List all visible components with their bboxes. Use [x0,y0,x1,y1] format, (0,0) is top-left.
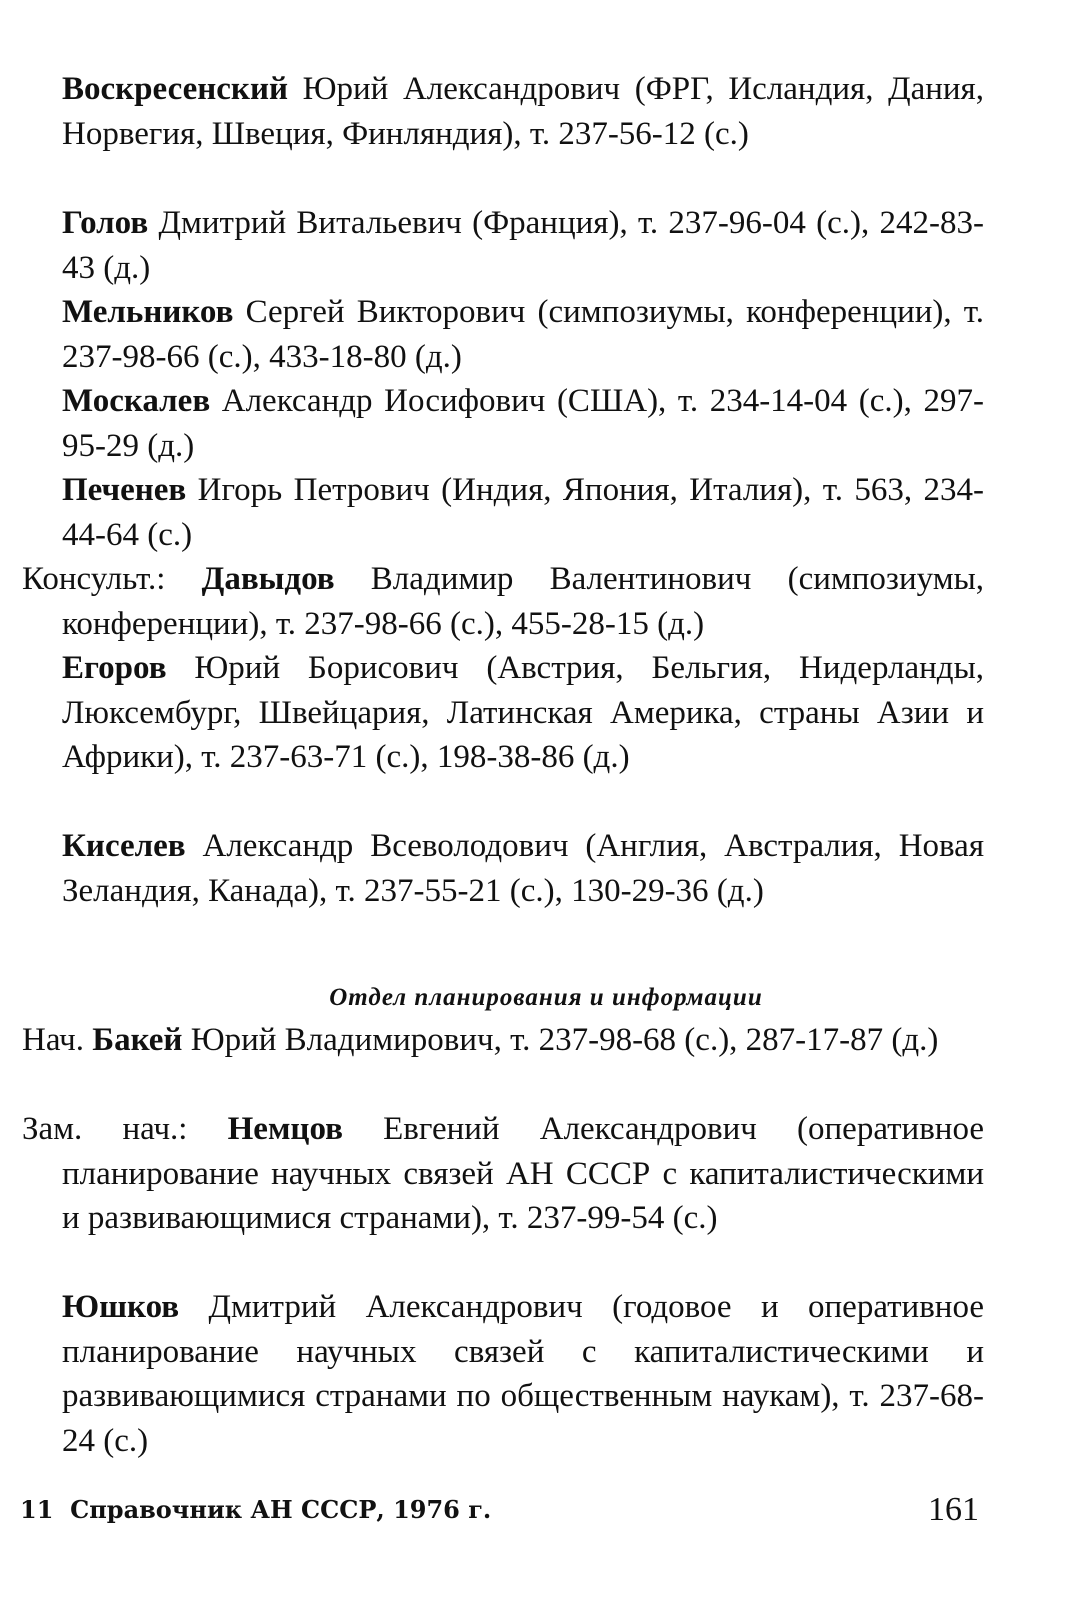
person-name: Киселев [62,828,186,864]
entry-details: Александр Всеволодович (Англия, Австралия, Новая Зеландия, Канада), т. 237-55-21 (с.), 130-29-36 (д.) [62,828,984,909]
person-name: Бакей [92,1022,183,1058]
printer-signature: 11 [20,1495,54,1524]
directory-entry [62,824,984,913]
footer-source: Справочник АН СССР, 1976 г. [70,1495,492,1524]
directory-entry [62,290,984,379]
person-name: Воскресенский [62,71,288,107]
role-prefix: Зам. нач.: [22,1111,228,1147]
person-name: Давыдов [201,561,335,597]
directory-entry [62,379,984,468]
entry-details: Сергей Викторович (симпозиумы, конференции), т. 237-98-66 (с.), 433-18-80 (д.) [62,294,984,375]
directory-entry [22,1018,984,1063]
page-footer [20,1495,491,1525]
person-name: Юшков [62,1289,180,1325]
directory-entry [22,1107,984,1241]
directory-entry [62,1285,984,1463]
person-name: Мельников [62,294,234,330]
entry-details: Дмитрий Александрович (годовое и оперативное планирование научных связей с капиталистическими и развивающимися странами по общественным наукам), т. 237-68-24 (с.) [62,1289,984,1459]
directory-entry [62,646,984,780]
entry-details: Александр Иосифович (США), т. 234-14-04 (с.), 297-95-29 (д.) [62,383,984,464]
directory-entry [22,557,984,646]
person-name: Немцов [227,1111,343,1147]
section-heading: Отдел планирования и информации [329,984,763,1011]
entry-details: Игорь Петрович (Индия, Япония, Италия), т. 563, 234-44-64 (с.) [62,472,984,553]
directory-entry [62,67,984,156]
entry-details: Дмитрий Витальевич (Франция), т. 237-96-04 (с.), 242-83-43 (д.) [62,205,984,286]
entry-details: Юрий Александрович (ФРГ, Исландия, Дания, Норвегия, Швеция, Финляндия), т. 237-56-12 (с.) [62,71,984,152]
person-name: Москалев [62,383,211,419]
page-number: 161 [928,1491,979,1528]
person-name: Голов [62,205,149,241]
directory-entry [62,201,984,290]
entry-details: Владимир Валентинович (симпозиумы, конференции), т. 237-98-66 (с.), 455-28-15 (д.) [62,561,984,642]
entry-details: Юрий Борисович (Австрия, Бельгия, Нидерланды, Люксембург, Швейцария, Латинская Америка, страны Азии и Африки), т. 237-63-71 (с.), 198-38-86 (д.) [62,650,984,775]
person-name: Егоров [62,650,167,686]
role-prefix: Нач. [22,1022,93,1058]
entry-details: Евгений Александрович (оперативное планирование научных связей АН СССР с капиталистическими и развивающимися странами), т. 237-99-54 (с.) [62,1111,984,1236]
entry-details: Юрий Владимирович, т. 237-98-68 (с.), 287-17-87 (д.) [182,1022,939,1058]
role-prefix: Консульт.: [22,561,202,597]
directory-entry [62,468,984,557]
person-name: Печенев [62,472,187,508]
